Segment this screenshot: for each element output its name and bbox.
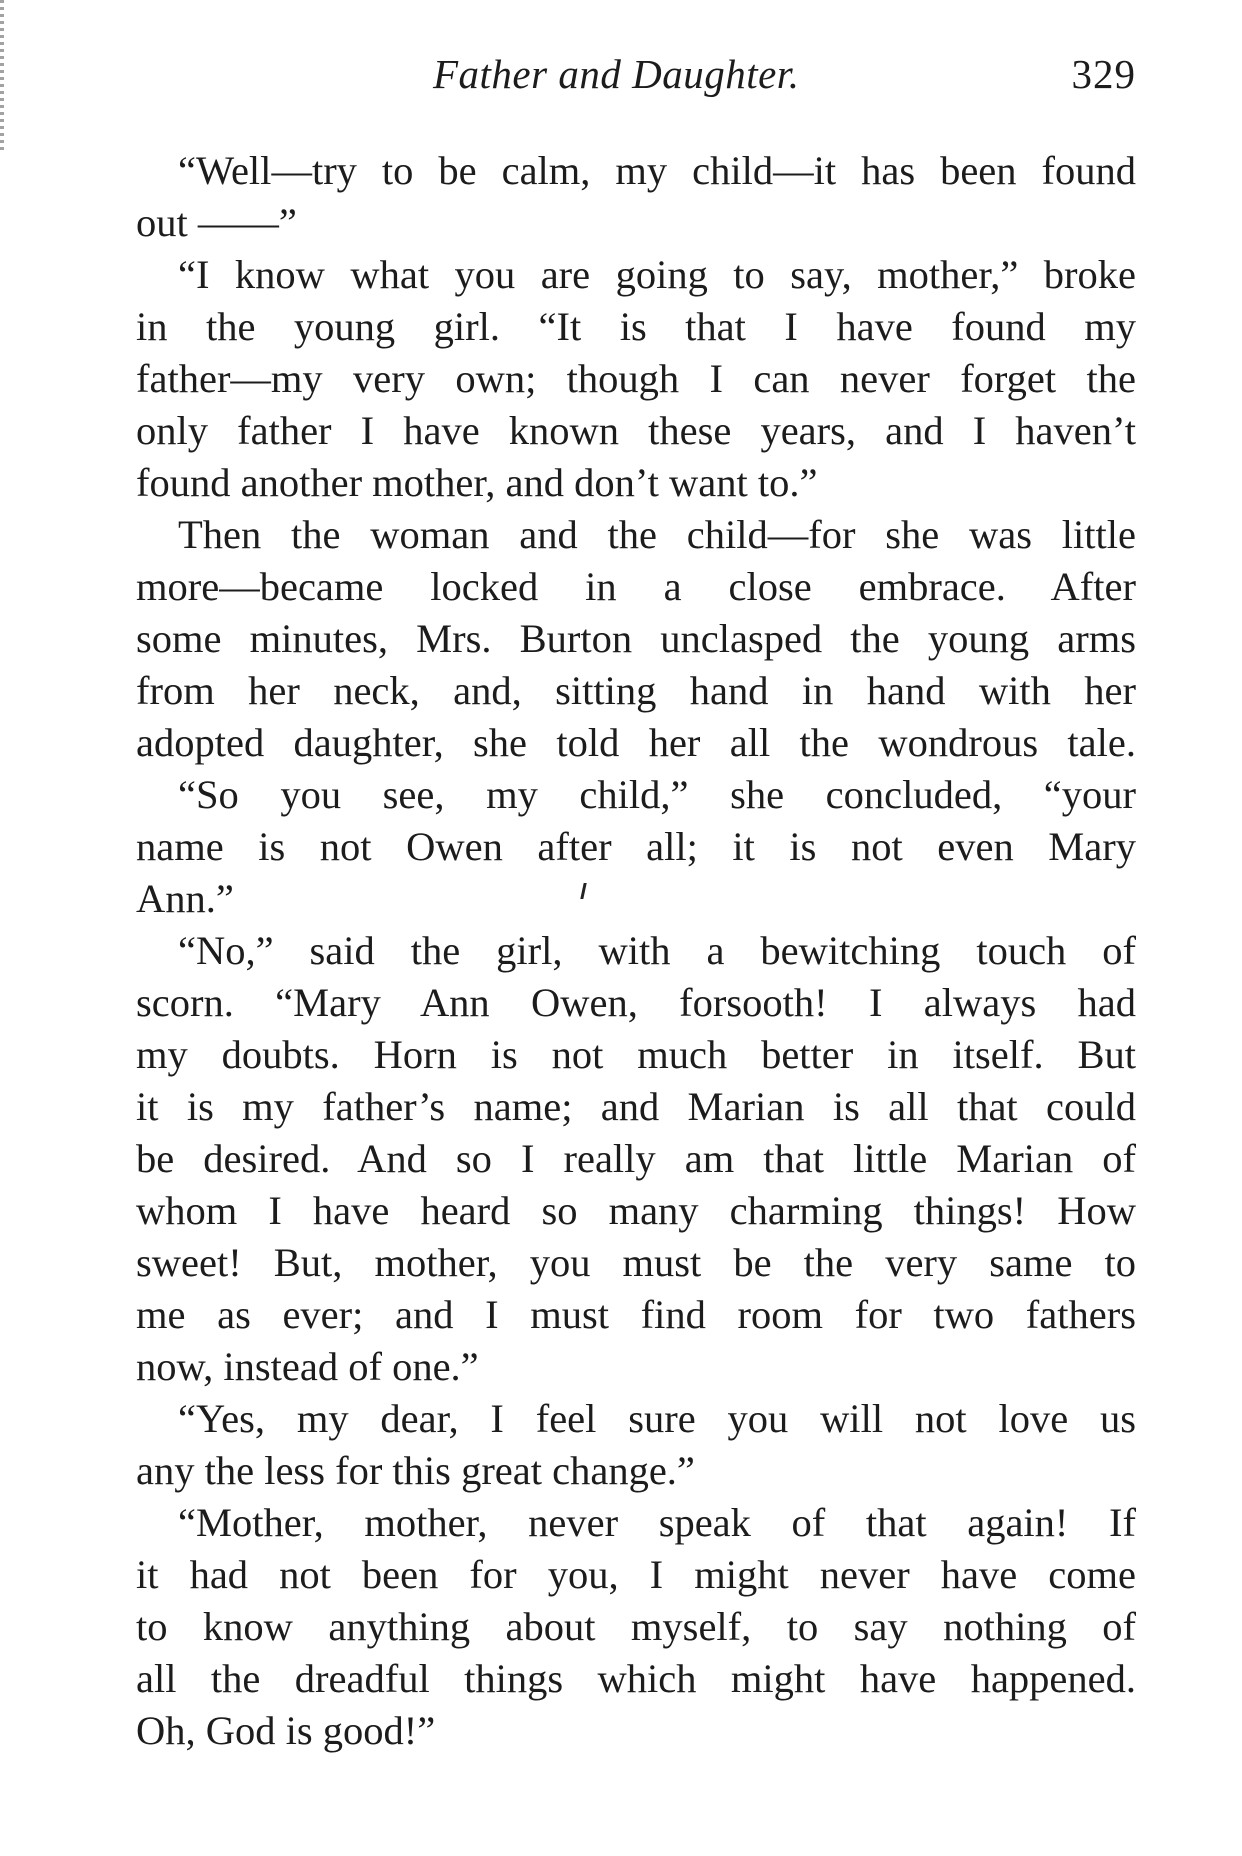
text-line: “Yes, my dear, I feel sure you will not love us xyxy=(178,1396,1136,1441)
text-line: Then the woman and the child—for she was little xyxy=(178,512,1136,557)
scan-edge-marks xyxy=(0,0,4,150)
text-line: “No,” said the girl, with a bewitching touch of xyxy=(178,928,1136,973)
text-line: now, instead of one.” xyxy=(136,1344,479,1389)
text-line: adopted daughter, she told her all the wondrous tale. xyxy=(136,720,1136,765)
text-line: name is not Owen after all; it is not even Mary xyxy=(136,824,1136,869)
text-line: Oh, God is good!” xyxy=(136,1708,436,1753)
text-line: any the less for this great change.” xyxy=(136,1448,695,1493)
text-line: out ——” xyxy=(136,200,297,245)
text-line: “Mother, mother, never speak of that again! If xyxy=(178,1500,1136,1545)
text-line: in the young girl. “It is that I have found my xyxy=(136,304,1136,349)
paragraph xyxy=(136,145,1136,249)
running-title: Father and Daughter. xyxy=(433,51,800,97)
text-line: father—my very own; though I can never forget the xyxy=(136,356,1136,401)
text-line: found another mother, and don’t want to.” xyxy=(136,460,818,505)
body-text xyxy=(136,145,1136,1757)
text-line: scorn. “Mary Ann Owen, forsooth! I always had xyxy=(136,980,1136,1025)
text-line: it had not been for you, I might never have come xyxy=(136,1552,1136,1597)
paragraph xyxy=(136,925,1136,1393)
text-line: it is my father’s name; and Marian is all that could xyxy=(136,1084,1136,1129)
paragraph xyxy=(136,1393,1136,1497)
text-line: only father I have known these years, and I haven’t xyxy=(136,408,1136,453)
text-line: sweet! But, mother, you must be the very same to xyxy=(136,1240,1136,1285)
paragraph xyxy=(136,769,1136,925)
paragraph xyxy=(136,509,1136,769)
text-line: Ann.” xyxy=(136,876,234,921)
text-line: some minutes, Mrs. Burton unclasped the young arms xyxy=(136,616,1136,661)
text-line: my doubts. Horn is not much better in itself. But xyxy=(136,1032,1136,1077)
paragraph xyxy=(136,1497,1136,1757)
page-number: 329 xyxy=(1071,51,1136,97)
text-line: more—became locked in a close embrace. After xyxy=(136,564,1136,609)
text-line: from her neck, and, sitting hand in hand with her xyxy=(136,668,1136,713)
paragraph xyxy=(136,249,1136,509)
text-line: all the dreadful things which might have happened. xyxy=(136,1656,1136,1701)
text-line: “So you see, my child,” she concluded, “your xyxy=(178,772,1136,817)
text-line: “I know what you are going to say, mother,” broke xyxy=(178,252,1136,297)
text-line: whom I have heard so many charming things! How xyxy=(136,1188,1136,1233)
text-line: to know anything about myself, to say nothing of xyxy=(136,1604,1136,1649)
text-line: be desired. And so I really am that little Marian of xyxy=(136,1136,1136,1181)
text-line: “Well—try to be calm, my child—it has been found xyxy=(178,148,1136,193)
text-line: me as ever; and I must find room for two fathers xyxy=(136,1292,1136,1337)
running-head xyxy=(136,50,1136,110)
